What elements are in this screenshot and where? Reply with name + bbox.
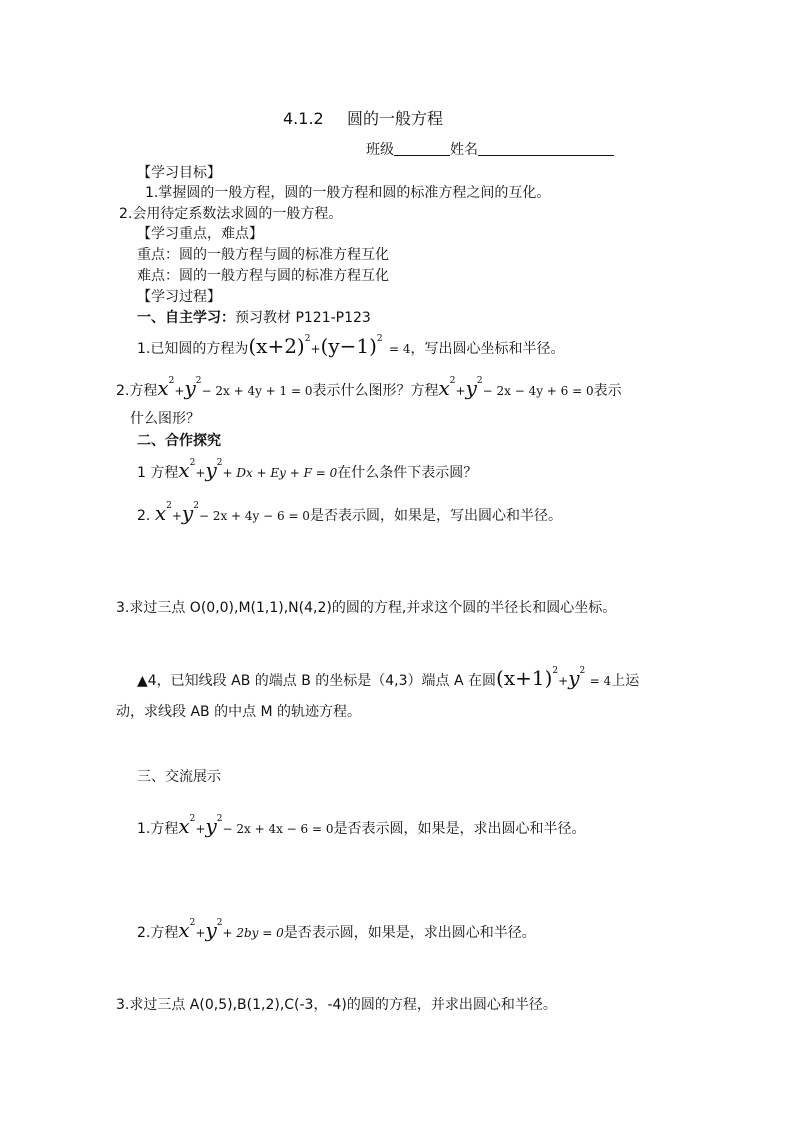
goal-2: 2.会用待定系数法求圆的一般方程。 xyxy=(119,206,343,222)
page-title xyxy=(283,106,443,129)
class-label: 班级 xyxy=(366,142,394,158)
class-blank[interactable] xyxy=(394,141,450,156)
difficult-point: 难点：圆的一般方程与圆的标准方程互化 xyxy=(137,268,389,284)
q1-1-prefix: 1.已知圆的方程为 xyxy=(137,341,249,357)
question-3-2: 2.方程$x^2+y^2+ 2by = 0$是否表示圆，如果是，求出圆心和半径。 xyxy=(137,918,536,942)
key-heading: 【学习重点，难点】 xyxy=(137,226,263,242)
question-2-4: ▲4，已知线段 AB 的端点 B 的坐标是（4,3）端点 A 在圆$(x+1)^2+y^2 = 4$上运 xyxy=(137,666,640,690)
name-label: 姓名 xyxy=(450,142,478,158)
exchange-title: 三、交流展示 xyxy=(137,769,221,785)
formula-1: $(x+2)^2+(y-1)^2 = 4$ xyxy=(248,334,411,358)
formula-2: $x^2+y^2- 2x + 4y + 1 = 0$ xyxy=(157,376,313,400)
question-2-3: 3.求过三点 O(0,0),M(1,1),N(4,2)的圆的方程,并求这个圆的半径长和圆心坐标。 xyxy=(116,600,617,616)
title-number: 4.1.2 xyxy=(283,109,324,128)
self-study-title: 一、自主学习： xyxy=(137,310,235,326)
formula-6: $(x+1)^2+y^2 = 4$ xyxy=(496,666,612,690)
question-1-1 xyxy=(137,334,565,358)
formula-8: $x^2+y^2+ 2by = 0$ xyxy=(178,918,284,942)
title-text: 圆的一般方程 xyxy=(347,109,444,128)
question-2-2: 2. $x^2+y^2- 2x + 4y - 6 = 0$是否表示圆，如果是，写出圆心和半径。 xyxy=(137,501,562,525)
formula-5: $x^2+y^2- 2x + 4y - 6 = 0$ xyxy=(154,501,310,525)
name-blank[interactable] xyxy=(478,141,614,156)
q1-1-suffix: ，写出圆心坐标和半径。 xyxy=(410,341,565,357)
goal-1: 1.掌握圆的一般方程，圆的一般方程和圆的标准方程之间的互化。 xyxy=(145,185,551,201)
question-3-3: 3.求过三点 A(0,5),B(1,2),C(-3，-4)的圆的方程，并求出圆心和半径。 xyxy=(116,997,557,1013)
formula-4: $x^2+y^2+ Dx + Ey + F = 0$ xyxy=(178,458,338,482)
question-3-1: 1.方程$x^2+y^2- 2x + 4x - 6 = 0$是否表示圆，如果是，求出圆心和半径。 xyxy=(137,814,586,838)
coop-title: 二、合作探究 xyxy=(137,433,221,449)
question-1-2-cont: 什么图形？ xyxy=(130,411,200,427)
formula-7: $x^2+y^2- 2x + 4x - 6 = 0$ xyxy=(178,814,334,838)
process-heading: 【学习过程】 xyxy=(137,289,221,305)
self-study-note: 预习教材 P121-P123 xyxy=(235,310,371,326)
self-study-line xyxy=(137,307,371,327)
question-2-4-cont: 动，求线段 AB 的中点 M 的轨迹方程。 xyxy=(116,704,362,720)
class-name-line xyxy=(366,139,614,159)
question-1-2: 2.方程$x^2+y^2- 2x + 4y + 1 = 0$表示什么图形？方程$x^2+y^2- 2x - 4y + 6 = 0$表示 xyxy=(116,376,622,400)
formula-3: $x^2+y^2- 2x - 4y + 6 = 0$ xyxy=(438,376,594,400)
question-2-1: 1 方程$x^2+y^2+ Dx + Ey + F = 0$在什么条件下表示圆？ xyxy=(137,458,478,482)
goals-heading: 【学习目标】 xyxy=(137,165,221,181)
key-point: 重点：圆的一般方程与圆的标准方程互化 xyxy=(137,247,389,263)
